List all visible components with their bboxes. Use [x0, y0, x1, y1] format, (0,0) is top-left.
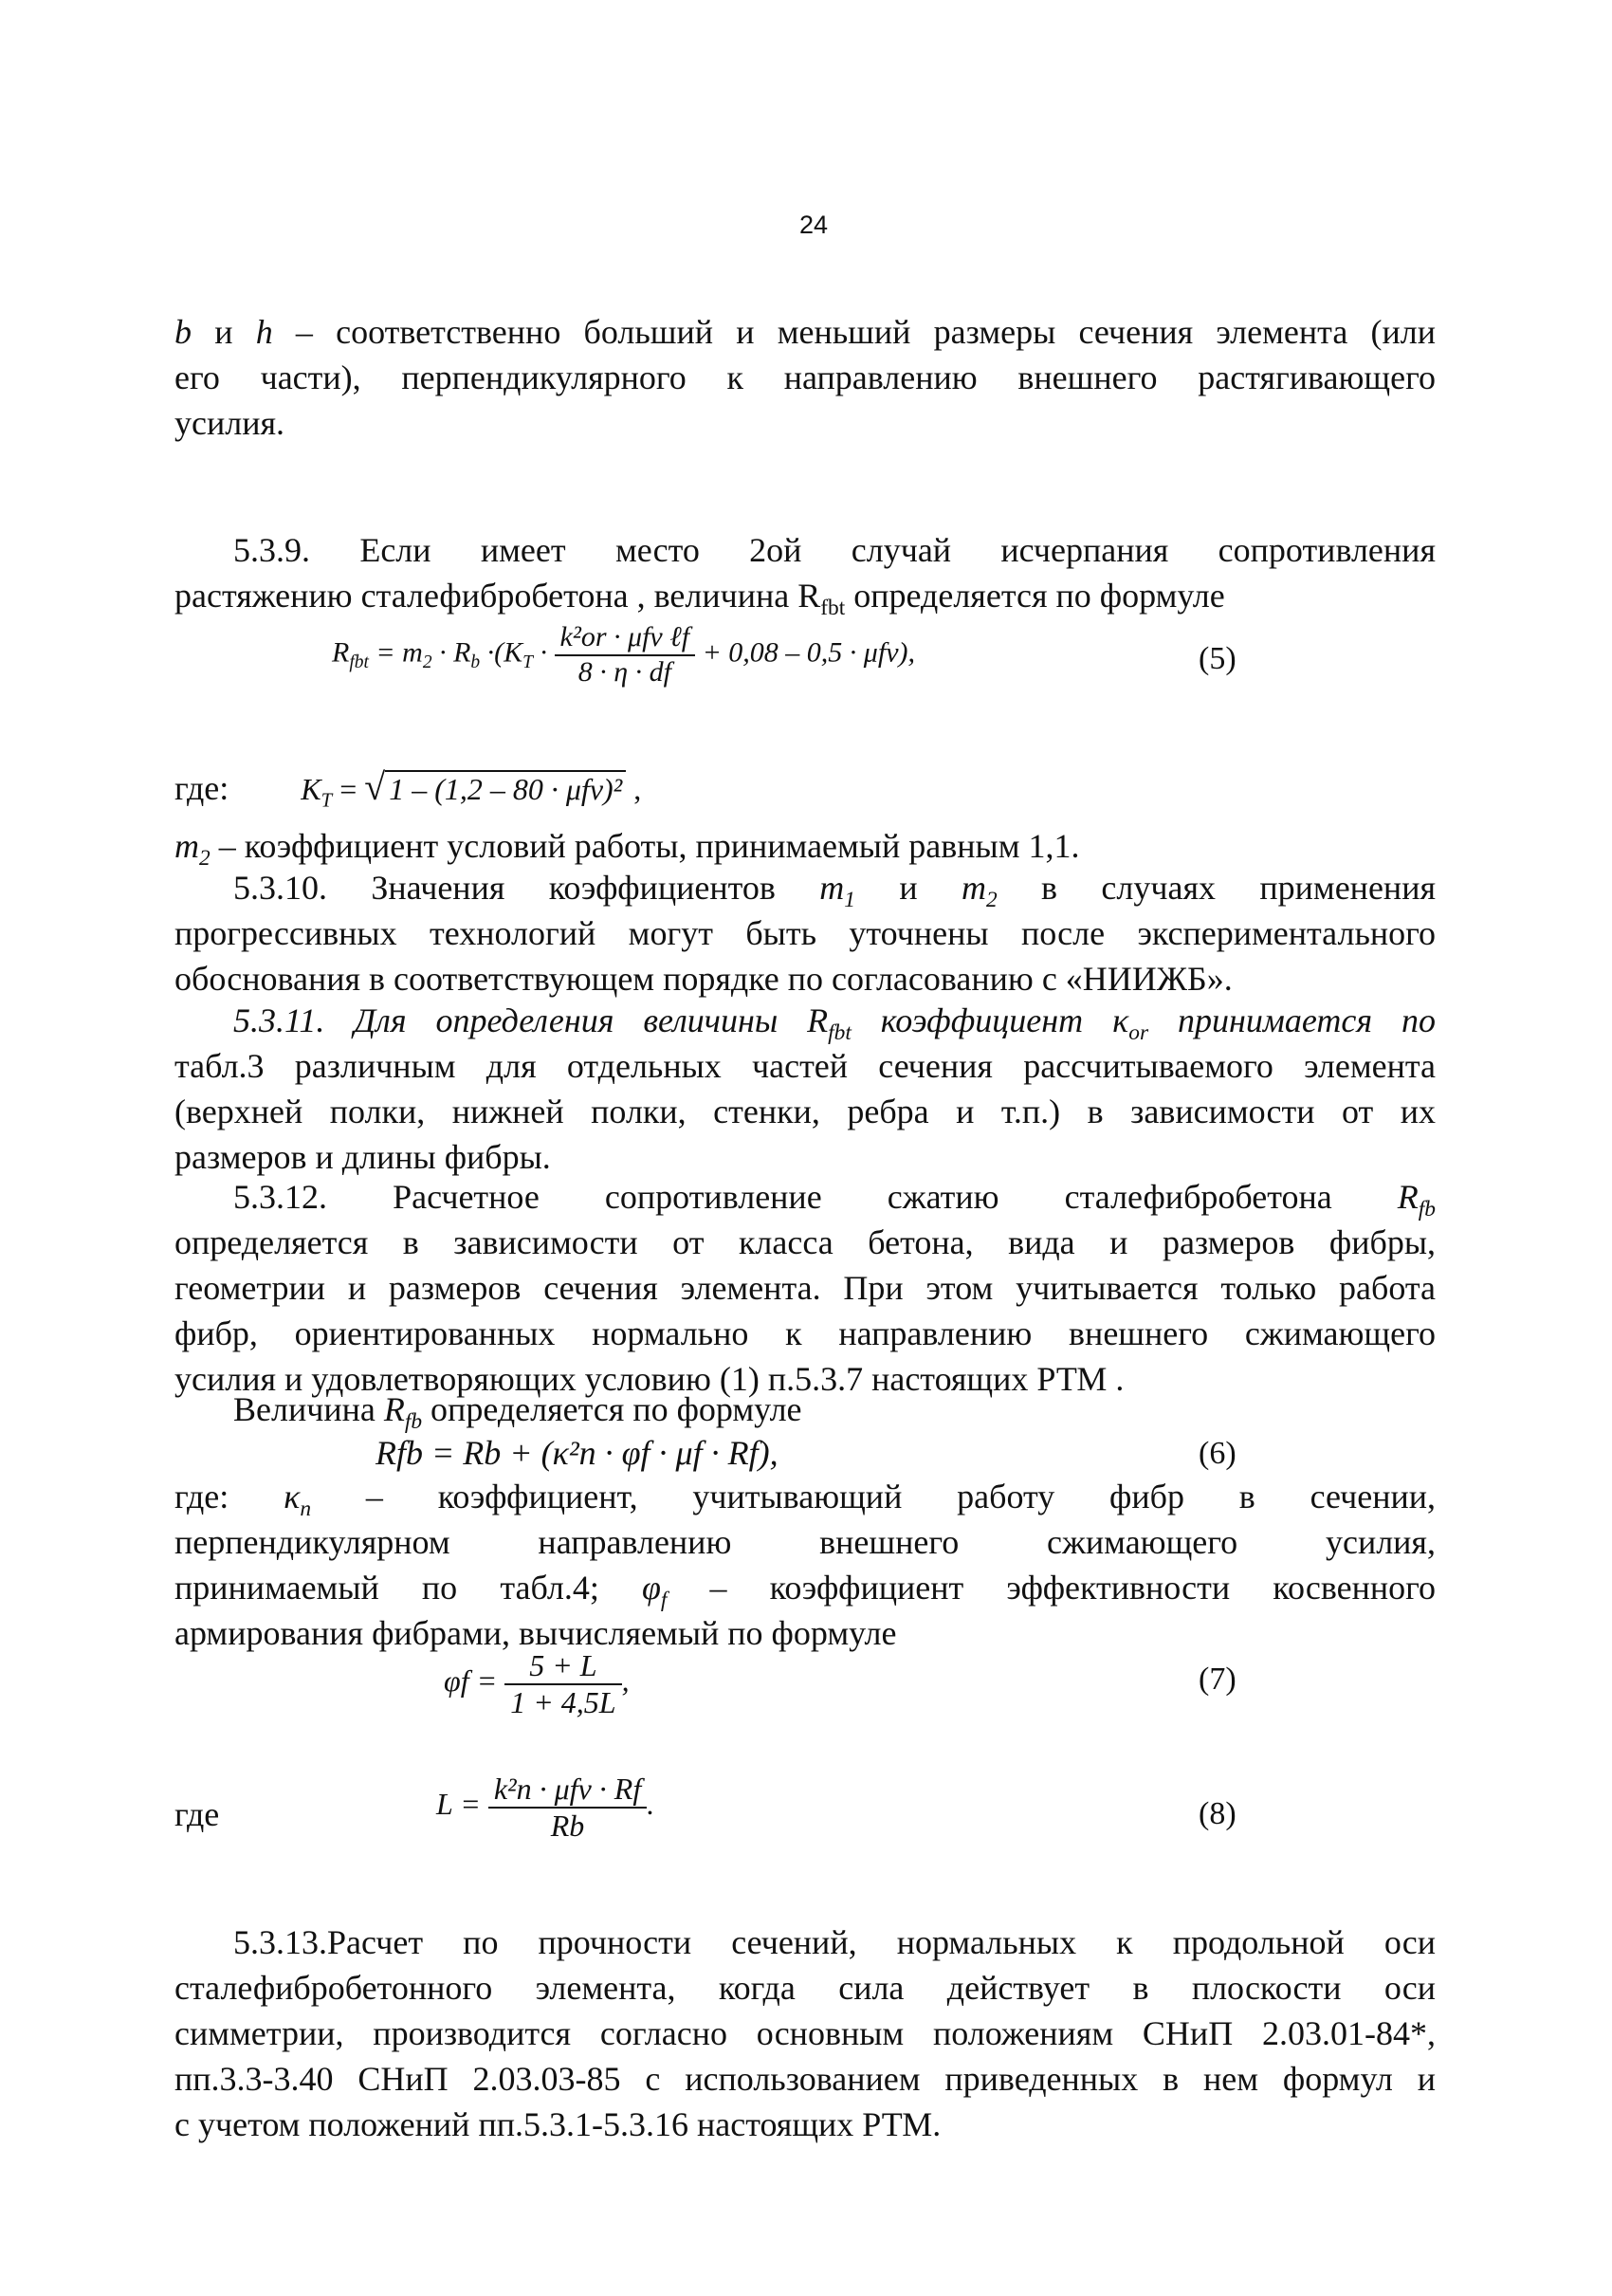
text-line: определяется в зависимости от класса бетона, вида и размеров фибры,	[174, 1223, 1436, 1261]
text-line: сталефибробетонного элемента, когда сила действует в плоскости оси	[174, 1969, 1436, 2007]
text-line: усилия.	[174, 404, 285, 442]
text-line: 5.3.13.Расчет по прочности сечений, нормальных к продольной оси	[233, 1923, 1436, 1961]
paragraph-5-3-11	[174, 998, 1436, 1180]
paragraph-b-h	[174, 309, 1436, 446]
where-label-8: где	[174, 1795, 220, 1833]
text-line: фибр, ориентированных нормально к направлению внешнего сжимающего	[174, 1314, 1436, 1352]
text-line: принимаемый по табл.4; $\varphi_f$ – коэффициент эффективности косвенного	[174, 1569, 1436, 1613]
text-line: армирования фибрами, вычисляемый по формуле	[174, 1614, 897, 1652]
equation-number-7: (7)	[1199, 1662, 1236, 1697]
fraction: $\frac{5 + L}{1 + 4,5L}$	[504, 1648, 621, 1720]
text-line: 5.3.12. Расчетное сопротивление сжатию сталефибробетона $R_{fb}$	[233, 1178, 1436, 1222]
formula-6: Rfb = Rb + (κ²n · φf · μf · Rf),	[376, 1434, 779, 1472]
formula-8: L = $\frac{\text{k²n · μfv · Rf}}{Rb}$ .	[436, 1772, 655, 1843]
text-line: b и h – соответственно больший и меньший размеры сечения элемента (или	[174, 313, 1436, 351]
text-line: растяжению сталефибробетона , величина $R_{fbt}$ определяется по формуле	[174, 577, 1225, 621]
text-line: размеров и длины фибры.	[174, 1138, 551, 1176]
text-line: (верхней полки, нижней полки, стенки, ребра и т.п.) в зависимости от их	[174, 1093, 1436, 1130]
paragraph-kn	[174, 1474, 1436, 1656]
paragraph-5-3-12	[174, 1174, 1436, 1402]
text-line: пп.3.3-3.40 СНиП 2.03.03-85 с использованием приведенных в нем формул и	[174, 2060, 1436, 2098]
text-line: Величина $R_{fb}$ определяется по формуле	[233, 1390, 802, 1435]
equation-number-8: (8)	[1199, 1796, 1236, 1831]
text-line: его части), перпендикулярного к направлению внешнего растягивающего	[174, 358, 1436, 396]
paragraph-5-3-13	[174, 1919, 1436, 2147]
text-line: с учетом положений пп.5.3.1-5.3.16 настоящих РТМ.	[174, 2105, 942, 2143]
text-line: $m_2$ – коэффициент условий работы, принимаемый равным 1,1.	[174, 827, 1080, 872]
equation-number-6: (6)	[1199, 1436, 1236, 1471]
text-line: перпендикулярном направлению внешнего сжимающего усилия,	[174, 1523, 1436, 1561]
fraction: $\frac{\text{k²or · μfv ℓf}}{8 \cdot \eta \cdot df}$	[555, 621, 696, 689]
paragraph-5-3-9	[174, 527, 1436, 621]
text-line: прогрессивных технологий могут быть уточнены после экспериментального	[174, 914, 1436, 952]
paragraph-m2	[174, 823, 1436, 872]
text-line: где: $\kappa_n$ – коэффициент, учитывающий работу фибр в сечении,	[174, 1478, 1436, 1522]
fraction: $\frac{\text{k²n · μfv · Rf}}{Rb}$	[488, 1772, 647, 1844]
text-line: усилия и удовлетворяющих условию (1) п.5.3.7 настоящих РТМ .	[174, 1360, 1125, 1398]
paragraph-value	[174, 1387, 1436, 1435]
paragraph-5-3-10	[174, 865, 1436, 1001]
text-line: 5.3.10. Значения коэффициентов $m_1$ и $m_2$ в случаях применения	[233, 869, 1437, 913]
text-line: симметрии, производится согласно основным положениям СНиП 2.03.01-84*,	[174, 2014, 1436, 2052]
text-line: обоснования в соответствующем порядке по согласованию с «НИИЖБ».	[174, 960, 1233, 998]
text-line: 5.3.11. Для определения величины $R_{fbt}$ коэффициент $\kappa_{or}$ принимается по	[233, 1001, 1436, 1046]
formula-5: $R_{fbt} = m_2 \cdot R_b \cdot(K_T$ · $\frac{\text{k²or · μfv ℓf}}{8 \cdot \eta \cdot df}$ + 0,08 – 0,5 · μfv),	[332, 621, 916, 688]
formula-7: φf = $\frac{5 + L}{1 + 4,5L}$ ,	[444, 1648, 630, 1719]
page-number: 24	[798, 211, 829, 239]
text-line: табл.3 различным для отдельных частей сечения рассчитываемого элемента	[174, 1047, 1436, 1085]
text-line: 5.3.9. Если имеет место 2ой случай исчерпания сопротивления	[233, 531, 1436, 569]
equation-number-5: (5)	[1199, 641, 1236, 676]
text-line: геометрии и размеров сечения элемента. При этом учитывается только работа	[174, 1269, 1436, 1307]
formula-kt: где: $K_T$ = √ 1 – (1,2 – 80 · μfv)² ,	[174, 765, 642, 812]
